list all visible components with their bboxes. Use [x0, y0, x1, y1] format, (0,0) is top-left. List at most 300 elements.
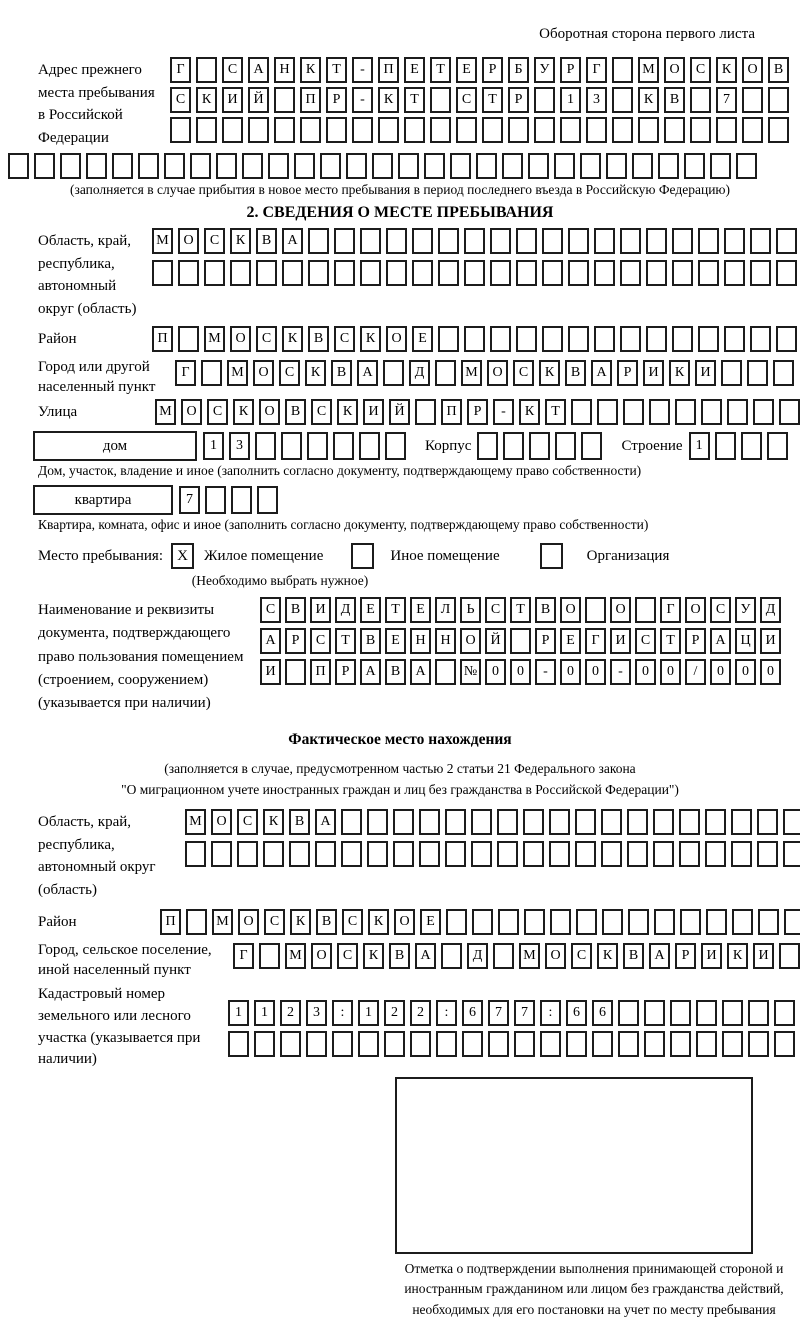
char-box[interactable]	[542, 326, 563, 352]
char-box[interactable]	[359, 432, 380, 460]
char-box[interactable]	[644, 1031, 665, 1057]
char-box[interactable]: С	[635, 628, 656, 654]
char-box[interactable]: И	[760, 628, 781, 654]
char-box[interactable]	[186, 909, 207, 935]
char-box[interactable]	[560, 117, 581, 143]
char-box[interactable]	[60, 153, 81, 179]
checkbox-organization[interactable]	[540, 543, 563, 569]
char-box[interactable]	[516, 326, 537, 352]
char-box[interactable]: О	[253, 360, 274, 386]
char-box[interactable]: Е	[404, 57, 425, 83]
char-box[interactable]: И	[753, 943, 774, 969]
char-box[interactable]: Е	[456, 57, 477, 83]
char-box[interactable]: С	[222, 57, 243, 83]
char-box[interactable]	[228, 1031, 249, 1057]
char-box[interactable]: Т	[660, 628, 681, 654]
char-box[interactable]: 6	[566, 1000, 587, 1026]
char-box[interactable]: -	[493, 399, 514, 425]
char-box[interactable]	[419, 841, 440, 867]
char-box[interactable]	[585, 597, 606, 623]
char-box[interactable]: Р	[467, 399, 488, 425]
char-box[interactable]	[255, 432, 276, 460]
char-box[interactable]	[586, 117, 607, 143]
char-box[interactable]: С	[337, 943, 358, 969]
char-box[interactable]: В	[285, 597, 306, 623]
char-box[interactable]	[164, 153, 185, 179]
char-box[interactable]: Г	[585, 628, 606, 654]
char-box[interactable]	[571, 399, 592, 425]
char-box[interactable]	[620, 228, 641, 254]
char-box[interactable]	[696, 1000, 717, 1026]
char-box[interactable]	[497, 841, 518, 867]
char-box[interactable]: П	[160, 909, 181, 935]
char-box[interactable]	[555, 432, 576, 460]
char-box[interactable]: Т	[510, 597, 531, 623]
char-box[interactable]: Й	[248, 87, 269, 113]
char-box[interactable]	[690, 87, 711, 113]
char-box[interactable]	[263, 841, 284, 867]
char-box[interactable]: О	[230, 326, 251, 352]
char-box[interactable]	[383, 360, 404, 386]
char-box[interactable]: М	[227, 360, 248, 386]
char-box[interactable]: 2	[280, 1000, 301, 1026]
char-box[interactable]: Т	[545, 399, 566, 425]
char-box[interactable]: С	[485, 597, 506, 623]
char-box[interactable]: К	[716, 57, 737, 83]
char-box[interactable]	[698, 260, 719, 286]
char-box[interactable]	[510, 628, 531, 654]
char-box[interactable]: Н	[410, 628, 431, 654]
char-box[interactable]: Е	[385, 628, 406, 654]
char-box[interactable]: 1	[358, 1000, 379, 1026]
char-box[interactable]: 6	[462, 1000, 483, 1026]
char-box[interactable]	[490, 228, 511, 254]
char-box[interactable]	[731, 841, 752, 867]
char-box[interactable]	[774, 1000, 795, 1026]
char-box[interactable]	[727, 399, 748, 425]
char-box[interactable]	[606, 153, 627, 179]
char-box[interactable]: С	[690, 57, 711, 83]
char-box[interactable]	[514, 1031, 535, 1057]
char-box[interactable]: У	[735, 597, 756, 623]
char-box[interactable]: В	[565, 360, 586, 386]
char-box[interactable]: К	[378, 87, 399, 113]
char-box[interactable]	[696, 1031, 717, 1057]
char-box[interactable]	[724, 326, 745, 352]
char-box[interactable]: О	[178, 228, 199, 254]
char-box[interactable]: М	[285, 943, 306, 969]
char-box[interactable]	[360, 228, 381, 254]
char-box[interactable]: О	[386, 326, 407, 352]
char-box[interactable]: Р	[560, 57, 581, 83]
char-box[interactable]	[404, 117, 425, 143]
char-box[interactable]: Е	[360, 597, 381, 623]
char-box[interactable]	[424, 153, 445, 179]
char-box[interactable]	[554, 153, 575, 179]
char-box[interactable]: В	[256, 228, 277, 254]
char-box[interactable]: Е	[410, 597, 431, 623]
char-box[interactable]	[222, 117, 243, 143]
char-box[interactable]: К	[196, 87, 217, 113]
char-box[interactable]	[248, 117, 269, 143]
char-box[interactable]	[274, 87, 295, 113]
char-box[interactable]: К	[360, 326, 381, 352]
char-box[interactable]	[534, 117, 555, 143]
char-box[interactable]	[627, 809, 648, 835]
char-box[interactable]: О	[238, 909, 259, 935]
char-box[interactable]	[646, 326, 667, 352]
char-box[interactable]: К	[337, 399, 358, 425]
char-box[interactable]	[464, 228, 485, 254]
char-box[interactable]	[768, 117, 789, 143]
char-box[interactable]	[748, 1031, 769, 1057]
char-box[interactable]: Ц	[735, 628, 756, 654]
char-box[interactable]: 3	[306, 1000, 327, 1026]
char-box[interactable]: В	[285, 399, 306, 425]
char-box[interactable]: 0	[510, 659, 531, 685]
char-box[interactable]: 7	[716, 87, 737, 113]
char-box[interactable]: В	[385, 659, 406, 685]
char-box[interactable]	[742, 117, 763, 143]
char-box[interactable]	[326, 117, 347, 143]
char-box[interactable]	[464, 326, 485, 352]
char-box[interactable]	[653, 841, 674, 867]
char-box[interactable]	[358, 1031, 379, 1057]
char-box[interactable]: 7	[488, 1000, 509, 1026]
char-box[interactable]	[628, 909, 649, 935]
char-box[interactable]: В	[535, 597, 556, 623]
char-box[interactable]	[384, 1031, 405, 1057]
char-box[interactable]	[748, 1000, 769, 1026]
char-box[interactable]: О	[311, 943, 332, 969]
char-box[interactable]	[784, 909, 800, 935]
char-box[interactable]	[419, 809, 440, 835]
char-box[interactable]	[294, 153, 315, 179]
char-box[interactable]	[204, 260, 225, 286]
char-box[interactable]	[594, 228, 615, 254]
char-box[interactable]: В	[389, 943, 410, 969]
char-box[interactable]	[398, 153, 419, 179]
char-box[interactable]: Д	[467, 943, 488, 969]
char-box[interactable]	[412, 260, 433, 286]
char-box[interactable]: Т	[326, 57, 347, 83]
char-box[interactable]: У	[534, 57, 555, 83]
char-box[interactable]: 0	[485, 659, 506, 685]
char-box[interactable]: Д	[335, 597, 356, 623]
char-box[interactable]	[178, 260, 199, 286]
char-box[interactable]: О	[181, 399, 202, 425]
char-box[interactable]: И	[363, 399, 384, 425]
char-box[interactable]: Й	[389, 399, 410, 425]
char-box[interactable]: И	[610, 628, 631, 654]
char-box[interactable]	[523, 841, 544, 867]
char-box[interactable]	[524, 909, 545, 935]
char-box[interactable]	[472, 909, 493, 935]
char-box[interactable]	[352, 117, 373, 143]
char-box[interactable]: С	[334, 326, 355, 352]
char-box[interactable]	[516, 228, 537, 254]
char-box[interactable]: :	[436, 1000, 457, 1026]
char-box[interactable]	[542, 228, 563, 254]
char-box[interactable]	[783, 809, 800, 835]
char-box[interactable]: А	[649, 943, 670, 969]
char-box[interactable]	[334, 228, 355, 254]
char-box[interactable]	[230, 260, 251, 286]
char-box[interactable]	[34, 153, 55, 179]
char-box[interactable]: О	[259, 399, 280, 425]
char-box[interactable]: С	[310, 628, 331, 654]
char-box[interactable]	[476, 153, 497, 179]
char-box[interactable]	[211, 841, 232, 867]
char-box[interactable]	[721, 360, 742, 386]
char-box[interactable]	[86, 153, 107, 179]
char-box[interactable]	[701, 399, 722, 425]
char-box[interactable]: А	[282, 228, 303, 254]
char-box[interactable]	[503, 432, 524, 460]
char-box[interactable]: В	[768, 57, 789, 83]
char-box[interactable]: Т	[482, 87, 503, 113]
char-box[interactable]: А	[360, 659, 381, 685]
char-box[interactable]	[300, 117, 321, 143]
char-box[interactable]: К	[230, 228, 251, 254]
char-box[interactable]	[602, 909, 623, 935]
char-box[interactable]	[438, 228, 459, 254]
char-box[interactable]: О	[487, 360, 508, 386]
char-box[interactable]	[334, 260, 355, 286]
char-box[interactable]	[112, 153, 133, 179]
char-box[interactable]	[644, 1000, 665, 1026]
char-box[interactable]: 0	[710, 659, 731, 685]
char-box[interactable]: С	[342, 909, 363, 935]
char-box[interactable]: О	[460, 628, 481, 654]
char-box[interactable]	[646, 228, 667, 254]
char-box[interactable]	[281, 432, 302, 460]
char-box[interactable]	[594, 326, 615, 352]
char-box[interactable]	[490, 326, 511, 352]
char-box[interactable]: Н	[435, 628, 456, 654]
char-box[interactable]: П	[152, 326, 173, 352]
char-box[interactable]	[430, 87, 451, 113]
char-box[interactable]: №	[460, 659, 481, 685]
char-box[interactable]	[285, 659, 306, 685]
char-box[interactable]	[259, 943, 280, 969]
char-box[interactable]: 1	[203, 432, 224, 460]
char-box[interactable]	[635, 597, 656, 623]
char-box[interactable]	[736, 153, 757, 179]
char-box[interactable]	[289, 841, 310, 867]
char-box[interactable]: М	[204, 326, 225, 352]
char-box[interactable]: 0	[560, 659, 581, 685]
char-box[interactable]: 3	[229, 432, 250, 460]
char-box[interactable]: К	[300, 57, 321, 83]
char-box[interactable]: С	[256, 326, 277, 352]
char-box[interactable]	[315, 841, 336, 867]
char-box[interactable]: А	[315, 809, 336, 835]
char-box[interactable]	[758, 909, 779, 935]
char-box[interactable]	[684, 153, 705, 179]
char-box[interactable]	[592, 1031, 613, 1057]
char-box[interactable]: О	[742, 57, 763, 83]
char-box[interactable]: К	[597, 943, 618, 969]
char-box[interactable]: М	[155, 399, 176, 425]
char-box[interactable]: О	[664, 57, 685, 83]
char-box[interactable]	[612, 87, 633, 113]
char-box[interactable]: В	[331, 360, 352, 386]
char-box[interactable]	[620, 260, 641, 286]
char-box[interactable]	[280, 1031, 301, 1057]
char-box[interactable]: А	[591, 360, 612, 386]
char-box[interactable]: 0	[735, 659, 756, 685]
char-box[interactable]	[320, 153, 341, 179]
char-box[interactable]	[741, 432, 762, 460]
char-box[interactable]	[471, 809, 492, 835]
char-box[interactable]	[441, 943, 462, 969]
char-box[interactable]	[490, 260, 511, 286]
char-box[interactable]: С	[456, 87, 477, 113]
char-box[interactable]	[568, 228, 589, 254]
char-box[interactable]	[385, 432, 406, 460]
char-box[interactable]	[372, 153, 393, 179]
char-box[interactable]: 0	[760, 659, 781, 685]
char-box[interactable]	[722, 1000, 743, 1026]
char-box[interactable]	[8, 153, 29, 179]
char-box[interactable]: Н	[274, 57, 295, 83]
char-box[interactable]	[477, 432, 498, 460]
char-box[interactable]	[190, 153, 211, 179]
char-box[interactable]: 2	[384, 1000, 405, 1026]
char-box[interactable]	[672, 326, 693, 352]
char-box[interactable]	[516, 260, 537, 286]
char-box[interactable]: 0	[660, 659, 681, 685]
char-box[interactable]	[415, 399, 436, 425]
char-box[interactable]: М	[152, 228, 173, 254]
char-box[interactable]	[779, 943, 800, 969]
char-box[interactable]	[446, 909, 467, 935]
char-box[interactable]	[435, 659, 456, 685]
char-box[interactable]	[542, 260, 563, 286]
char-box[interactable]	[705, 841, 726, 867]
char-box[interactable]: Р	[335, 659, 356, 685]
char-box[interactable]	[776, 228, 797, 254]
char-box[interactable]: Р	[326, 87, 347, 113]
char-box[interactable]	[231, 486, 252, 514]
char-box[interactable]	[178, 326, 199, 352]
char-box[interactable]	[367, 809, 388, 835]
char-box[interactable]: С	[513, 360, 534, 386]
char-box[interactable]	[549, 809, 570, 835]
char-box[interactable]: 1	[228, 1000, 249, 1026]
char-box[interactable]	[774, 1031, 795, 1057]
char-box[interactable]	[672, 260, 693, 286]
char-box[interactable]	[393, 809, 414, 835]
char-box[interactable]	[580, 153, 601, 179]
char-box[interactable]	[618, 1000, 639, 1026]
char-box[interactable]	[412, 228, 433, 254]
char-box[interactable]	[393, 841, 414, 867]
char-box[interactable]: А	[410, 659, 431, 685]
char-box[interactable]	[386, 228, 407, 254]
char-box[interactable]	[508, 117, 529, 143]
char-box[interactable]	[237, 841, 258, 867]
char-box[interactable]: М	[461, 360, 482, 386]
char-box[interactable]	[445, 809, 466, 835]
char-box[interactable]	[724, 228, 745, 254]
char-box[interactable]: Р	[285, 628, 306, 654]
char-box[interactable]: К	[233, 399, 254, 425]
char-box[interactable]	[664, 117, 685, 143]
char-box[interactable]	[346, 153, 367, 179]
char-box[interactable]	[482, 117, 503, 143]
char-box[interactable]: Д	[409, 360, 430, 386]
char-box[interactable]	[464, 260, 485, 286]
char-box[interactable]	[568, 260, 589, 286]
char-box[interactable]	[750, 260, 771, 286]
char-box[interactable]: О	[394, 909, 415, 935]
char-box[interactable]: Л	[435, 597, 456, 623]
char-box[interactable]: 1	[689, 432, 710, 460]
char-box[interactable]: О	[610, 597, 631, 623]
char-box[interactable]: В	[289, 809, 310, 835]
char-box[interactable]	[254, 1031, 275, 1057]
char-box[interactable]	[307, 432, 328, 460]
char-box[interactable]	[308, 228, 329, 254]
char-box[interactable]	[550, 909, 571, 935]
char-box[interactable]	[601, 809, 622, 835]
char-box[interactable]	[575, 841, 596, 867]
char-box[interactable]	[435, 360, 456, 386]
char-box[interactable]: -	[610, 659, 631, 685]
char-box[interactable]	[620, 326, 641, 352]
char-box[interactable]: Р	[535, 628, 556, 654]
char-box[interactable]: Р	[685, 628, 706, 654]
char-box[interactable]: С	[710, 597, 731, 623]
char-box[interactable]	[632, 153, 653, 179]
char-box[interactable]	[768, 87, 789, 113]
char-box[interactable]: С	[204, 228, 225, 254]
char-box[interactable]	[170, 117, 191, 143]
char-box[interactable]	[750, 326, 771, 352]
char-box[interactable]: С	[311, 399, 332, 425]
char-box[interactable]	[581, 432, 602, 460]
char-box[interactable]	[653, 809, 674, 835]
char-box[interactable]	[724, 260, 745, 286]
char-box[interactable]: И	[310, 597, 331, 623]
char-box[interactable]: 0	[635, 659, 656, 685]
char-box[interactable]	[658, 153, 679, 179]
char-box[interactable]	[360, 260, 381, 286]
char-box[interactable]: В	[316, 909, 337, 935]
char-box[interactable]: Д	[760, 597, 781, 623]
char-box[interactable]	[680, 909, 701, 935]
char-box[interactable]	[675, 399, 696, 425]
checkbox-other-premises[interactable]	[351, 543, 374, 569]
char-box[interactable]: 3	[586, 87, 607, 113]
char-box[interactable]	[462, 1031, 483, 1057]
char-box[interactable]	[445, 841, 466, 867]
char-box[interactable]	[698, 326, 719, 352]
char-box[interactable]	[256, 260, 277, 286]
char-box[interactable]: Р	[482, 57, 503, 83]
char-box[interactable]	[654, 909, 675, 935]
char-box[interactable]	[306, 1031, 327, 1057]
char-box[interactable]: С	[207, 399, 228, 425]
char-box[interactable]	[378, 117, 399, 143]
char-box[interactable]	[722, 1031, 743, 1057]
char-box[interactable]	[534, 87, 555, 113]
char-box[interactable]: С	[237, 809, 258, 835]
char-box[interactable]	[776, 260, 797, 286]
char-box[interactable]: К	[282, 326, 303, 352]
